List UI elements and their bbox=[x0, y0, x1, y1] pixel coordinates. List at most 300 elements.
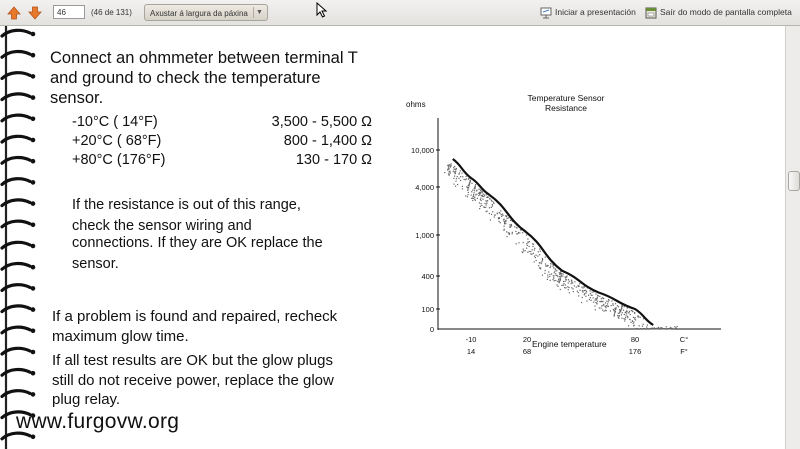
x-tick-celsius: -10 bbox=[465, 335, 477, 344]
band-dot bbox=[486, 201, 487, 202]
band-dot bbox=[667, 328, 668, 329]
spiral-hole bbox=[31, 244, 36, 249]
band-dot bbox=[481, 205, 482, 206]
spiral-hole bbox=[31, 32, 36, 37]
band-dot bbox=[604, 306, 605, 307]
page-number-input[interactable]: 46 bbox=[53, 5, 85, 19]
band-dot bbox=[590, 300, 591, 301]
band-dot bbox=[618, 313, 619, 314]
band-dot bbox=[586, 291, 587, 292]
band-dot bbox=[630, 314, 631, 315]
band-dot bbox=[547, 275, 548, 276]
band-dot bbox=[635, 317, 636, 318]
band-dot bbox=[624, 314, 625, 315]
band-dot bbox=[514, 226, 515, 227]
band-dot bbox=[565, 287, 566, 288]
band-dot bbox=[644, 328, 645, 329]
band-dot bbox=[603, 305, 604, 306]
band-dot bbox=[539, 254, 540, 255]
band-dot bbox=[561, 273, 562, 274]
spiral-hole bbox=[31, 201, 36, 206]
band-dot bbox=[529, 246, 530, 247]
band-dot bbox=[492, 211, 493, 212]
spiral-hole bbox=[31, 138, 36, 143]
leave-fullscreen-icon bbox=[645, 7, 657, 19]
band-dot bbox=[605, 302, 606, 303]
band-dot bbox=[450, 172, 451, 173]
band-dot bbox=[572, 288, 573, 289]
band-dot bbox=[466, 186, 467, 187]
band-dot bbox=[545, 257, 546, 258]
range-row-3: 130 - 170 Ω bbox=[295, 152, 372, 168]
band-dot bbox=[593, 297, 594, 298]
band-dot bbox=[505, 223, 506, 224]
band-dot bbox=[507, 218, 508, 219]
band-dot bbox=[541, 263, 542, 264]
band-dot bbox=[484, 207, 485, 208]
band-dot bbox=[590, 297, 591, 298]
band-dot bbox=[574, 285, 575, 286]
band-dot bbox=[669, 328, 670, 329]
band-dot bbox=[581, 287, 582, 288]
chart-y-label: ohms bbox=[406, 100, 426, 109]
band-dot bbox=[474, 188, 475, 189]
band-dot bbox=[467, 196, 468, 197]
x-tick-celsius: C° bbox=[679, 335, 689, 344]
band-dot bbox=[601, 298, 602, 299]
chart-title-line-2: Resistance bbox=[544, 103, 588, 113]
band-dot bbox=[578, 295, 579, 296]
band-dot bbox=[492, 204, 493, 205]
band-dot bbox=[588, 295, 589, 296]
spiral-hole bbox=[31, 435, 36, 440]
band-dot bbox=[615, 303, 616, 304]
band-dot bbox=[449, 171, 450, 172]
band-dot bbox=[519, 232, 520, 233]
band-dot bbox=[456, 168, 457, 169]
band-dot bbox=[505, 215, 506, 216]
band-dot bbox=[614, 314, 615, 315]
band-dot bbox=[508, 217, 509, 218]
band-dot bbox=[664, 328, 665, 329]
band-dot bbox=[485, 203, 486, 204]
band-dot bbox=[539, 267, 540, 268]
band-dot bbox=[448, 165, 449, 166]
band-dot bbox=[571, 287, 572, 288]
band-dot bbox=[495, 214, 496, 215]
band-dot bbox=[550, 267, 551, 268]
band-dot bbox=[607, 303, 608, 304]
band-dot bbox=[562, 276, 563, 277]
band-dot bbox=[494, 216, 495, 217]
band-dot bbox=[637, 328, 638, 329]
band-dot bbox=[557, 286, 558, 287]
band-dot bbox=[489, 213, 490, 214]
band-dot bbox=[462, 176, 463, 177]
band-dot bbox=[525, 250, 526, 251]
band-dot bbox=[482, 192, 483, 193]
band-dot bbox=[479, 202, 480, 203]
x-tick-fahrenheit: F° bbox=[680, 347, 688, 356]
band-dot bbox=[601, 305, 602, 306]
band-dot bbox=[509, 234, 510, 235]
band-dot bbox=[618, 306, 619, 307]
band-dot bbox=[596, 299, 597, 300]
band-dot bbox=[486, 211, 487, 212]
spiral-hole bbox=[31, 307, 36, 312]
band-dot bbox=[471, 191, 472, 192]
band-dot bbox=[584, 290, 585, 291]
band-dot bbox=[497, 213, 498, 214]
band-dot bbox=[646, 327, 647, 328]
band-dot bbox=[599, 307, 600, 308]
band-dot bbox=[473, 194, 474, 195]
chart-title-line-1: Temperature Sensor bbox=[527, 93, 605, 103]
band-dot bbox=[560, 289, 561, 290]
band-dot bbox=[487, 200, 488, 201]
temp-row-2: +20°C ( 68°F) bbox=[72, 133, 162, 149]
leave-fullscreen-button[interactable] bbox=[645, 4, 792, 21]
band-dot bbox=[612, 303, 613, 304]
next-page-icon[interactable] bbox=[27, 5, 43, 21]
band-dot bbox=[563, 274, 564, 275]
band-dot bbox=[602, 301, 603, 302]
band-dot bbox=[526, 235, 527, 236]
spiral-hole bbox=[31, 286, 36, 291]
band-dot bbox=[556, 284, 557, 285]
band-dot bbox=[550, 280, 551, 281]
range-row-1: 3,500 - 5,500 Ω bbox=[271, 114, 372, 130]
band-dot bbox=[569, 292, 570, 293]
band-dot bbox=[613, 305, 614, 306]
band-dot bbox=[504, 226, 505, 227]
band-dot bbox=[559, 272, 560, 273]
band-dot bbox=[549, 274, 550, 275]
band-dot bbox=[453, 178, 454, 179]
previous-page-icon[interactable] bbox=[6, 5, 22, 21]
band-dot bbox=[603, 304, 604, 305]
band-dot bbox=[474, 197, 475, 198]
band-dot bbox=[595, 302, 596, 303]
band-dot bbox=[565, 281, 566, 282]
band-dot bbox=[542, 275, 543, 276]
band-dot bbox=[608, 299, 609, 300]
band-dot bbox=[468, 187, 469, 188]
band-dot bbox=[582, 297, 583, 298]
y-tick-label: 100 bbox=[421, 305, 434, 314]
band-dot bbox=[563, 285, 564, 286]
band-dot bbox=[579, 290, 580, 291]
band-dot bbox=[571, 280, 572, 281]
band-dot bbox=[459, 172, 460, 173]
band-dot bbox=[455, 169, 456, 170]
band-dot bbox=[565, 276, 566, 277]
band-dot bbox=[571, 283, 572, 284]
band-dot bbox=[515, 231, 516, 232]
band-dot bbox=[530, 253, 531, 254]
toolbar bbox=[0, 0, 800, 26]
band-dot bbox=[555, 269, 556, 270]
band-dot bbox=[542, 260, 543, 261]
band-dot bbox=[606, 310, 607, 311]
band-dot bbox=[516, 233, 517, 234]
zoom-select[interactable] bbox=[144, 4, 268, 21]
presentation-icon bbox=[540, 7, 552, 19]
band-dot bbox=[568, 282, 569, 283]
band-dot bbox=[453, 171, 454, 172]
band-dot bbox=[651, 328, 652, 329]
band-dot bbox=[631, 310, 632, 311]
band-dot bbox=[557, 281, 558, 282]
band-dot bbox=[517, 233, 518, 234]
band-dot bbox=[491, 207, 492, 208]
band-dot bbox=[653, 328, 654, 329]
recheck-line-1: If a problem is found and repaired, recheck bbox=[52, 308, 338, 325]
spiral-hole bbox=[31, 371, 36, 376]
band-dot bbox=[527, 239, 528, 240]
band-dot bbox=[512, 232, 513, 233]
spiral-binding bbox=[0, 26, 40, 449]
watermark: www.furgovw.org bbox=[16, 410, 180, 433]
band-dot bbox=[582, 291, 583, 292]
band-dot bbox=[448, 173, 449, 174]
band-dot bbox=[547, 279, 548, 280]
band-dot bbox=[657, 328, 658, 329]
band-dot bbox=[504, 222, 505, 223]
band-dot bbox=[522, 232, 523, 233]
band-dot bbox=[493, 203, 494, 204]
band-dot bbox=[582, 290, 583, 291]
band-dot bbox=[624, 306, 625, 307]
band-dot bbox=[553, 267, 554, 268]
band-dot bbox=[504, 221, 505, 222]
band-dot bbox=[467, 194, 468, 195]
band-dot bbox=[528, 242, 529, 243]
band-dot bbox=[461, 173, 462, 174]
band-dot bbox=[471, 183, 472, 184]
band-dot bbox=[453, 184, 454, 185]
range-row-2: 800 - 1,400 Ω bbox=[283, 133, 372, 149]
band-dot bbox=[625, 312, 626, 313]
band-dot bbox=[518, 232, 519, 233]
band-dot bbox=[536, 255, 537, 256]
band-dot bbox=[529, 251, 530, 252]
band-dot bbox=[487, 196, 488, 197]
band-dot bbox=[489, 199, 490, 200]
band-dot bbox=[486, 194, 487, 195]
band-dot bbox=[626, 315, 627, 316]
band-dot bbox=[512, 233, 513, 234]
band-dot bbox=[611, 305, 612, 306]
band-dot bbox=[625, 317, 626, 318]
band-dot bbox=[582, 287, 583, 288]
band-dot bbox=[628, 325, 629, 326]
band-dot bbox=[486, 205, 487, 206]
band-dot bbox=[578, 286, 579, 287]
band-dot bbox=[534, 256, 535, 257]
band-dot bbox=[630, 322, 631, 323]
band-dot bbox=[474, 192, 475, 193]
band-dot bbox=[454, 176, 455, 177]
start-presentation-button[interactable] bbox=[540, 4, 636, 21]
band-dot bbox=[573, 291, 574, 292]
band-dot bbox=[480, 206, 481, 207]
band-dot bbox=[468, 192, 469, 193]
band-dot bbox=[618, 317, 619, 318]
band-dot bbox=[458, 178, 459, 179]
band-dot bbox=[647, 328, 648, 329]
band-dot bbox=[602, 310, 603, 311]
check-line-1: If the resistance is out of this range, bbox=[72, 197, 301, 213]
band-dot bbox=[510, 220, 511, 221]
band-dot bbox=[504, 219, 505, 220]
band-dot bbox=[632, 311, 633, 312]
band-dot bbox=[642, 326, 643, 327]
chart-x-label: Engine temperature bbox=[532, 339, 607, 349]
band-dot bbox=[483, 196, 484, 197]
band-dot bbox=[552, 279, 553, 280]
band-dot bbox=[633, 322, 634, 323]
band-dot bbox=[662, 328, 663, 329]
band-dot bbox=[532, 246, 533, 247]
band-dot bbox=[550, 263, 551, 264]
band-dot bbox=[506, 236, 507, 237]
band-dot bbox=[533, 244, 534, 245]
band-dot bbox=[626, 310, 627, 311]
spiral-hole bbox=[31, 159, 36, 164]
scrollbar-thumb[interactable] bbox=[788, 171, 800, 191]
band-dot bbox=[481, 203, 482, 204]
band-dot bbox=[449, 175, 450, 176]
band-dot bbox=[566, 277, 567, 278]
band-dot bbox=[479, 208, 480, 209]
spiral-hole bbox=[31, 265, 36, 270]
band-dot bbox=[604, 311, 605, 312]
y-tick-label: 1,000 bbox=[415, 231, 434, 240]
band-dot bbox=[643, 324, 644, 325]
band-dot bbox=[476, 194, 477, 195]
band-dot bbox=[632, 321, 633, 322]
band-dot bbox=[540, 251, 541, 252]
band-dot bbox=[539, 249, 540, 250]
band-dot bbox=[470, 181, 471, 182]
band-dot bbox=[465, 195, 466, 196]
band-dot bbox=[460, 176, 461, 177]
band-dot bbox=[674, 326, 675, 327]
band-dot bbox=[509, 227, 510, 228]
band-dot bbox=[590, 290, 591, 291]
band-dot bbox=[558, 279, 559, 280]
band-dot bbox=[523, 250, 524, 251]
band-dot bbox=[601, 308, 602, 309]
band-dot bbox=[556, 275, 557, 276]
start-presentation-label: Iniciar a presentación bbox=[555, 7, 636, 17]
band-dot bbox=[478, 195, 479, 196]
band-dot bbox=[576, 287, 577, 288]
vertical-scrollbar[interactable] bbox=[785, 26, 800, 449]
band-dot bbox=[492, 201, 493, 202]
band-dot bbox=[450, 167, 451, 168]
band-dot bbox=[675, 328, 676, 329]
band-dot bbox=[480, 198, 481, 199]
band-dot bbox=[537, 256, 538, 257]
band-dot bbox=[583, 286, 584, 287]
band-dot bbox=[468, 184, 469, 185]
band-dot bbox=[554, 271, 555, 272]
band-dot bbox=[501, 216, 502, 217]
band-dot bbox=[522, 252, 523, 253]
band-dot bbox=[549, 276, 550, 277]
check-line-3: connections. If they are OK replace the bbox=[72, 235, 323, 251]
band-dot bbox=[621, 318, 622, 319]
band-dot bbox=[489, 207, 490, 208]
band-dot bbox=[619, 313, 620, 314]
band-dot bbox=[479, 189, 480, 190]
band-dot bbox=[595, 294, 596, 295]
x-tick-fahrenheit: 68 bbox=[522, 347, 532, 356]
band-dot bbox=[621, 308, 622, 309]
band-dot bbox=[611, 300, 612, 301]
band-dot bbox=[498, 217, 499, 218]
band-dot bbox=[563, 281, 564, 282]
intro-line-3: sensor. bbox=[50, 89, 104, 107]
band-dot bbox=[599, 296, 600, 297]
band-dot bbox=[548, 271, 549, 272]
band-dot bbox=[610, 310, 611, 311]
band-dot bbox=[623, 318, 624, 319]
band-dot bbox=[455, 181, 456, 182]
band-dot bbox=[473, 196, 474, 197]
x-tick-celsius: 20 bbox=[522, 335, 532, 344]
band-dot bbox=[566, 275, 567, 276]
band-dot bbox=[444, 172, 445, 173]
band-dot bbox=[617, 305, 618, 306]
band-dot bbox=[523, 249, 524, 250]
band-dot bbox=[617, 315, 618, 316]
band-dot bbox=[481, 195, 482, 196]
band-dot bbox=[511, 225, 512, 226]
band-dot bbox=[554, 272, 555, 273]
band-dot bbox=[486, 203, 487, 204]
band-dot bbox=[626, 313, 627, 314]
band-dot bbox=[635, 319, 636, 320]
band-dot bbox=[474, 190, 475, 191]
band-dot bbox=[555, 280, 556, 281]
band-dot bbox=[557, 276, 558, 277]
band-dot bbox=[650, 328, 651, 329]
band-dot bbox=[578, 292, 579, 293]
band-dot bbox=[447, 165, 448, 166]
band-dot bbox=[597, 295, 598, 296]
band-dot bbox=[509, 224, 510, 225]
y-tick-label: 4,000 bbox=[415, 183, 434, 192]
spiral-hole bbox=[31, 53, 36, 58]
band-dot bbox=[614, 310, 615, 311]
zoom-select-label: Axustar á largura da páxina bbox=[150, 9, 248, 18]
band-dot bbox=[589, 299, 590, 300]
band-dot bbox=[577, 291, 578, 292]
band-dot bbox=[551, 273, 552, 274]
band-dot bbox=[554, 280, 555, 281]
band-dot bbox=[565, 284, 566, 285]
band-dot bbox=[530, 251, 531, 252]
band-dot bbox=[568, 279, 569, 280]
band-dot bbox=[623, 310, 624, 311]
final-line-2: still do not receive power, replace the glow bbox=[52, 372, 334, 389]
band-dot bbox=[584, 293, 585, 294]
band-dot bbox=[448, 168, 449, 169]
band-dot bbox=[469, 183, 470, 184]
